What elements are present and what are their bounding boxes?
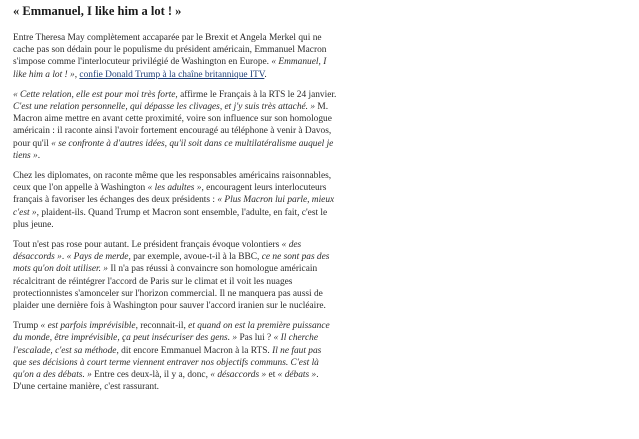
text: , par exemple, avoue-t-il à la BBC, — [128, 252, 262, 263]
paragraph-2 — [13, 89, 337, 162]
quote: « des désaccords » — [13, 240, 302, 263]
text: , encouragent leurs interlocuteurs français à favoriser les échanges des deux présidents : — [13, 183, 327, 206]
article-body — [13, 3, 337, 401]
text: , dit encore Emmanuel Macron à la RTS. — [116, 345, 273, 356]
text: . D'une certaine manière, c'est rassurant. — [13, 370, 319, 393]
quote: « est parfois imprévisible — [40, 321, 136, 332]
paragraph-5 — [13, 320, 337, 393]
quote: C'est une relation personnelle, qui dépasse les clivages, et j'y suis très attaché. » — [13, 102, 316, 113]
quote: « les adultes » — [147, 183, 202, 194]
section-heading: « Emmanuel, I like him a lot ! » — [13, 4, 182, 18]
text: Il n'a pas réussi à convaincre son homologue américain récalcitrant de réintégrer l'accord de Paris sur le climat et il voit les nuages protectionnistes s'amonceler sur l'horizon commercial. Il ne manquera pas aussi de plaider une dernière fois à Washington pour sauver l'accord iranien sur le nucléaire. — [13, 264, 326, 312]
text: M. Macron aime mettre en avant cette proximité, voire son influence sur son homologue américain : il raconte ainsi l'avoir fortement encouragé au téléphone à venir à Davos, pour qu'il — [13, 102, 332, 149]
text: Pas lui ? — [237, 333, 274, 344]
paragraph-4 — [13, 239, 337, 312]
quote: « désaccords » — [210, 370, 267, 381]
quote: « Emmanuel, I like him a lot ! » — [13, 57, 327, 80]
text: Tout n'est pas rose pour autant. Le président français évoque volontiers — [13, 240, 282, 251]
text: Entre ces deux-là, il y a, donc, — [91, 370, 211, 381]
itv-interview-link[interactable]: confie Donald Trump à la chaîne britannique ITV — [79, 69, 265, 80]
text: . — [61, 252, 67, 263]
text: , plaident-ils. Quand Trump et Macron sont ensemble, l'adulte, en fait, c'est le plus jeune. — [13, 207, 328, 230]
text: , reconnait-il, — [135, 321, 189, 332]
text: , — [74, 69, 80, 80]
paragraph-1 — [13, 32, 337, 81]
quote: « Il cherche l'escalade, c'est sa méthode — [13, 333, 318, 356]
text: . — [37, 150, 41, 161]
quote: et quand on est la première puissance du monde, être imprévisible, ça peut insécuriser des gens. » — [13, 321, 330, 344]
text: Entre Theresa May complètement accaparée par le Brexit et Angela Merkel qui ne cache pas son dédain pour le populisme du président américain, Emmanuel Macron s'impose comme l'interlocuteur privilégié de Washington en Europe. — [13, 33, 327, 68]
quote: Il ne faut pas que ses décisions à court terme viennent entraver nos objectifs communs. C'est là qu'on a des débats. » — [13, 345, 322, 381]
text: Chez les diplomates, on raconte même que les responsables américains raisonnables, ceux que l'on appelle à Washington — [13, 171, 332, 194]
text: . — [264, 69, 267, 80]
quote: « Cette relation, elle est pour moi très forte — [13, 89, 176, 100]
quote: « se confronte à d'autres idées, qu'il soit dans ce multilatéralisme auquel je tiens » — [13, 138, 334, 161]
text: Trump — [13, 321, 41, 332]
text: et — [266, 370, 278, 381]
quote: « Plus Macron lui parle, mieux c'est » — [13, 195, 335, 218]
quote: ce ne sont pas des mots qu'on doit utiliser. » — [13, 252, 330, 275]
quote: « Pays de merde — [66, 252, 129, 263]
paragraph-3 — [13, 170, 337, 231]
text: , affirme le Français à la RTS le 24 janvier. — [175, 89, 337, 100]
quote: « débats » — [277, 370, 317, 381]
